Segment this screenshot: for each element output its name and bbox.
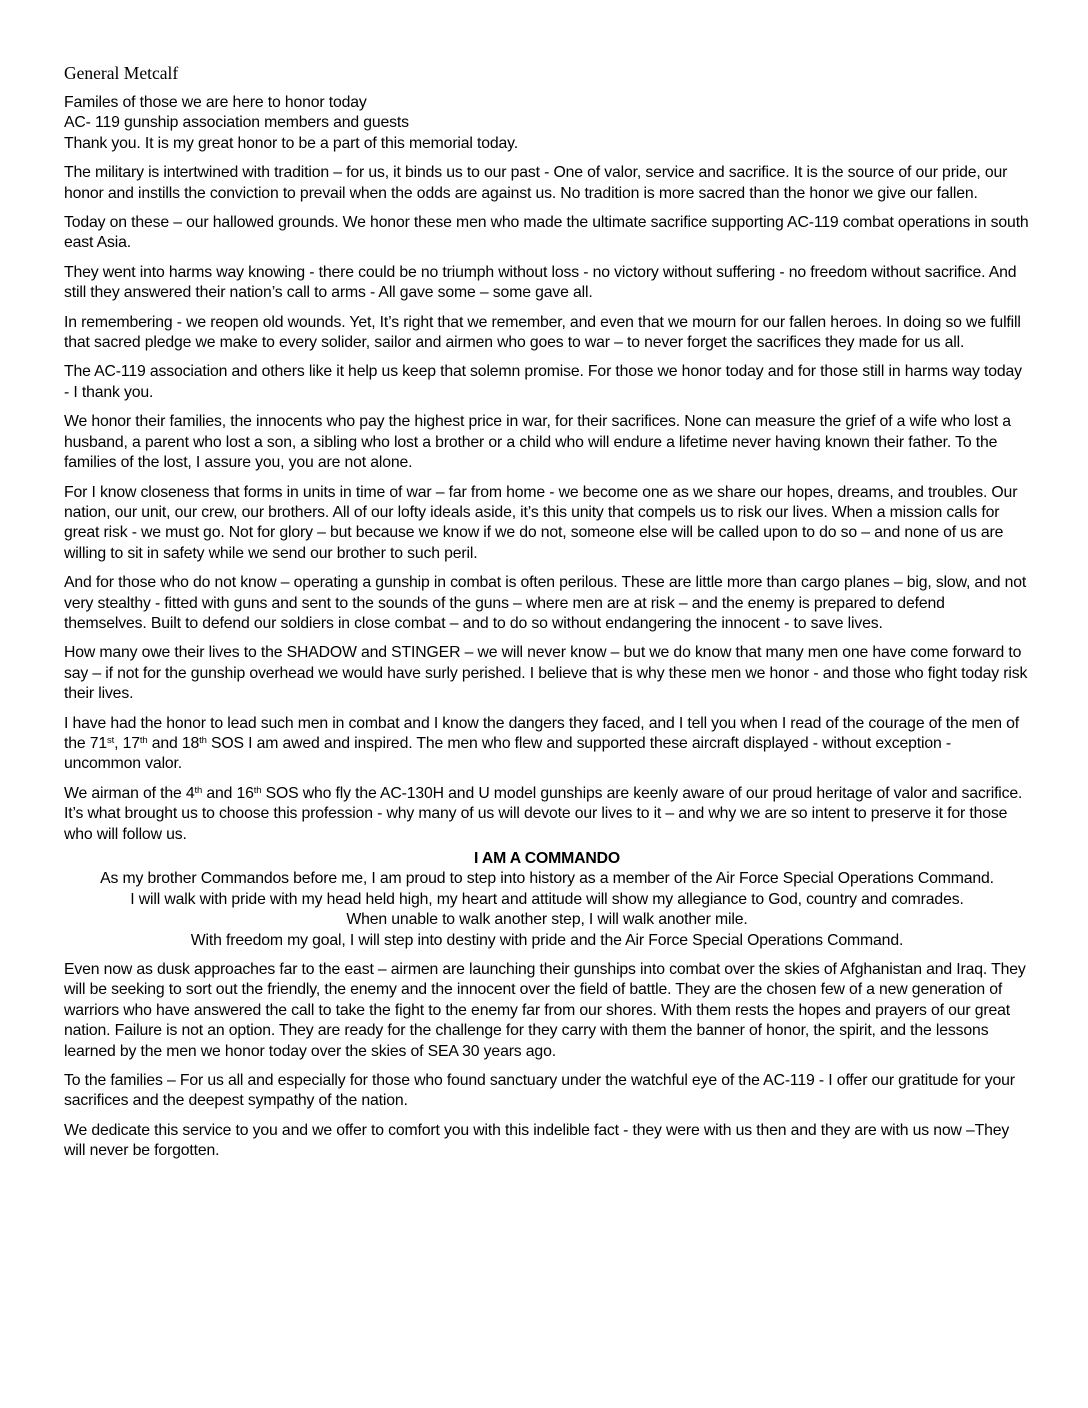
greeting-line: AC- 119 gunship association members and guests (64, 114, 409, 132)
paragraph: They went into harms way knowing - there could be no triumph without loss - no victory without suffering - no freedom without sacrifice. And still they answered their nation’s call to arms - All gave some – some gave all. (64, 263, 1017, 302)
paragraph: How many owe their lives to the SHADOW and STINGER – we will never know – but we do know that many men one have come forward to say – if not for the gunship overhead we would have surly perished. I believe that is why these men we honor - and those who fight today risk their lives. (64, 644, 1028, 703)
paragraph: In remembering - we reopen old wounds. Yet, It’s right that we remember, and even that we mourn for our fallen heroes. In doing so we fulfill that sacred pledge we make to every solider, sailor and airmen who goes to war – to never forget the sacrifices they made for us all. (64, 313, 1021, 352)
paragraph: The AC-119 association and others like it help us keep that solemn promise. For those we honor today and for those still in harms way today - I thank you. (64, 363, 1022, 401)
creed-line: With freedom my goal, I will step into destiny with pride and the Air Force Special Operations Command. (190, 931, 904, 949)
creed-line: As my brother Commandos before me, I am proud to step into history as a member of the Air Force Special Operations Command. (100, 870, 994, 888)
paragraph: We dedicate this service to you and we offer to comfort you with this indelible fact - they were with us then and they are with us now –They will never be forgotten. (64, 1121, 1010, 1160)
creed-line: I will walk with pride with my head held high, my heart and attitude will show my allegiance to God, country and comrades. (130, 890, 964, 908)
paragraph-sos (64, 714, 1030, 775)
text-run: and 16 (202, 784, 254, 802)
creed-title: I AM A COMMANDO (473, 850, 621, 867)
ordinal-suffix: th (194, 784, 203, 796)
ordinal-suffix: st (107, 734, 115, 746)
paragraph: And for those who do not know – operating a gunship in combat is often perilous. These are little more than cargo planes – big, slow, and not very stealthy - fitted with guns and sent to the sounds of the guns – where men are at risk – and the enemy is prepared to defend themselves. Built to defend our soldiers in close combat – and to do so without endangering the innocent - to save lives. (64, 574, 1027, 632)
text-run: and 18 (147, 734, 200, 752)
greeting-line: Familes of those we are here to honor today (64, 94, 367, 111)
ordinal-suffix: th (253, 784, 262, 796)
paragraph: Even now as dusk approaches far to the east – airmen are launching their gunships into combat over the skies of Afghanistan and Iraq. They will be seeking to sort out the friendly, the enemy and the innocent over the field of battle. They are the chosen few of a new generation of warriors who have answered the call to take the fight to the enemy far from our shores. With them rests the hopes and prayers of our great nation. Failure is not an option. They are ready for the challenge for they carry with them the banner of honor, the spirit, and the lessons learned by the men we honor today over the skies of SEA 30 years ago. (64, 961, 1026, 1060)
paragraph: Today on these – our hallowed grounds. We honor these men who made the ultimate sacrifice supporting AC-119 combat operations in south east Asia. (64, 214, 1029, 252)
text-run: SOS I am awed and inspired. The men who flew and supported these aircraft displayed - without exception - uncommon valor. (64, 734, 952, 773)
paragraph: The military is intertwined with tradition – for us, it binds us to our past - One of valor, service and sacrifice. It is the source of our pride, our honor and instills the conviction to prevail when the odds are against us. No tradition is more sacred than the honor we give our fallen. (64, 164, 1008, 202)
text-run: I have had the honor to lead such men in combat and I know the dangers they faced, and I tell you when I read of the courage of the men of the 71 (64, 714, 1019, 752)
text-run: , 17 (114, 734, 140, 752)
ordinal-suffix: th (139, 734, 148, 746)
document-page (64, 62, 1030, 1162)
text-run: We airman of the 4 (64, 784, 195, 802)
paragraph-airman (64, 784, 1030, 845)
paragraph: For I know closeness that forms in units in time of war – far from home - we become one as we share our hopes, dreams, and troubles. Our nation, our unit, our crew, our brothers. All of our lofty ideals aside, it’s this unity that compels us to risk our lives. When a mission calls for great risk - we must go. Not for glory – but because we know if we do not, someone else will be called upon to do so – and none of us are willing to sit in safety while we send our brother to such peril. (64, 483, 1018, 562)
speaker-heading: General Metcalf (64, 63, 179, 83)
paragraph: To the families – For us all and especially for those who found sanctuary under the watchful eye of the AC-119 - I offer our gratitude for your sacrifices and the deepest sympathy of the nation. (64, 1072, 1015, 1110)
creed-line: When unable to walk another step, I will walk another mile. (346, 911, 748, 929)
paragraph: We honor their families, the innocents who pay the highest price in war, for their sacrifices. None can measure the grief of a wife who lost a husband, a parent who lost a son, a sibling who lost a brother or a child who will endure a lifetime never having known their father. To the families of the lost, I assure you, you are not alone. (64, 413, 1011, 472)
text-run: SOS who fly the AC-130H and U model gunships are keenly aware of our proud heritage of valor and sacrifice. It’s what brought us to choose this profession - why many of us will devote our lives to it – and why we are so intent to preserve it for those who will follow us. (64, 784, 1023, 843)
commando-creed (64, 849, 1030, 951)
greeting-block (64, 93, 1030, 154)
greeting-line: Thank you. It is my great honor to be a part of this memorial today. (64, 134, 518, 152)
ordinal-suffix: th (199, 734, 207, 746)
